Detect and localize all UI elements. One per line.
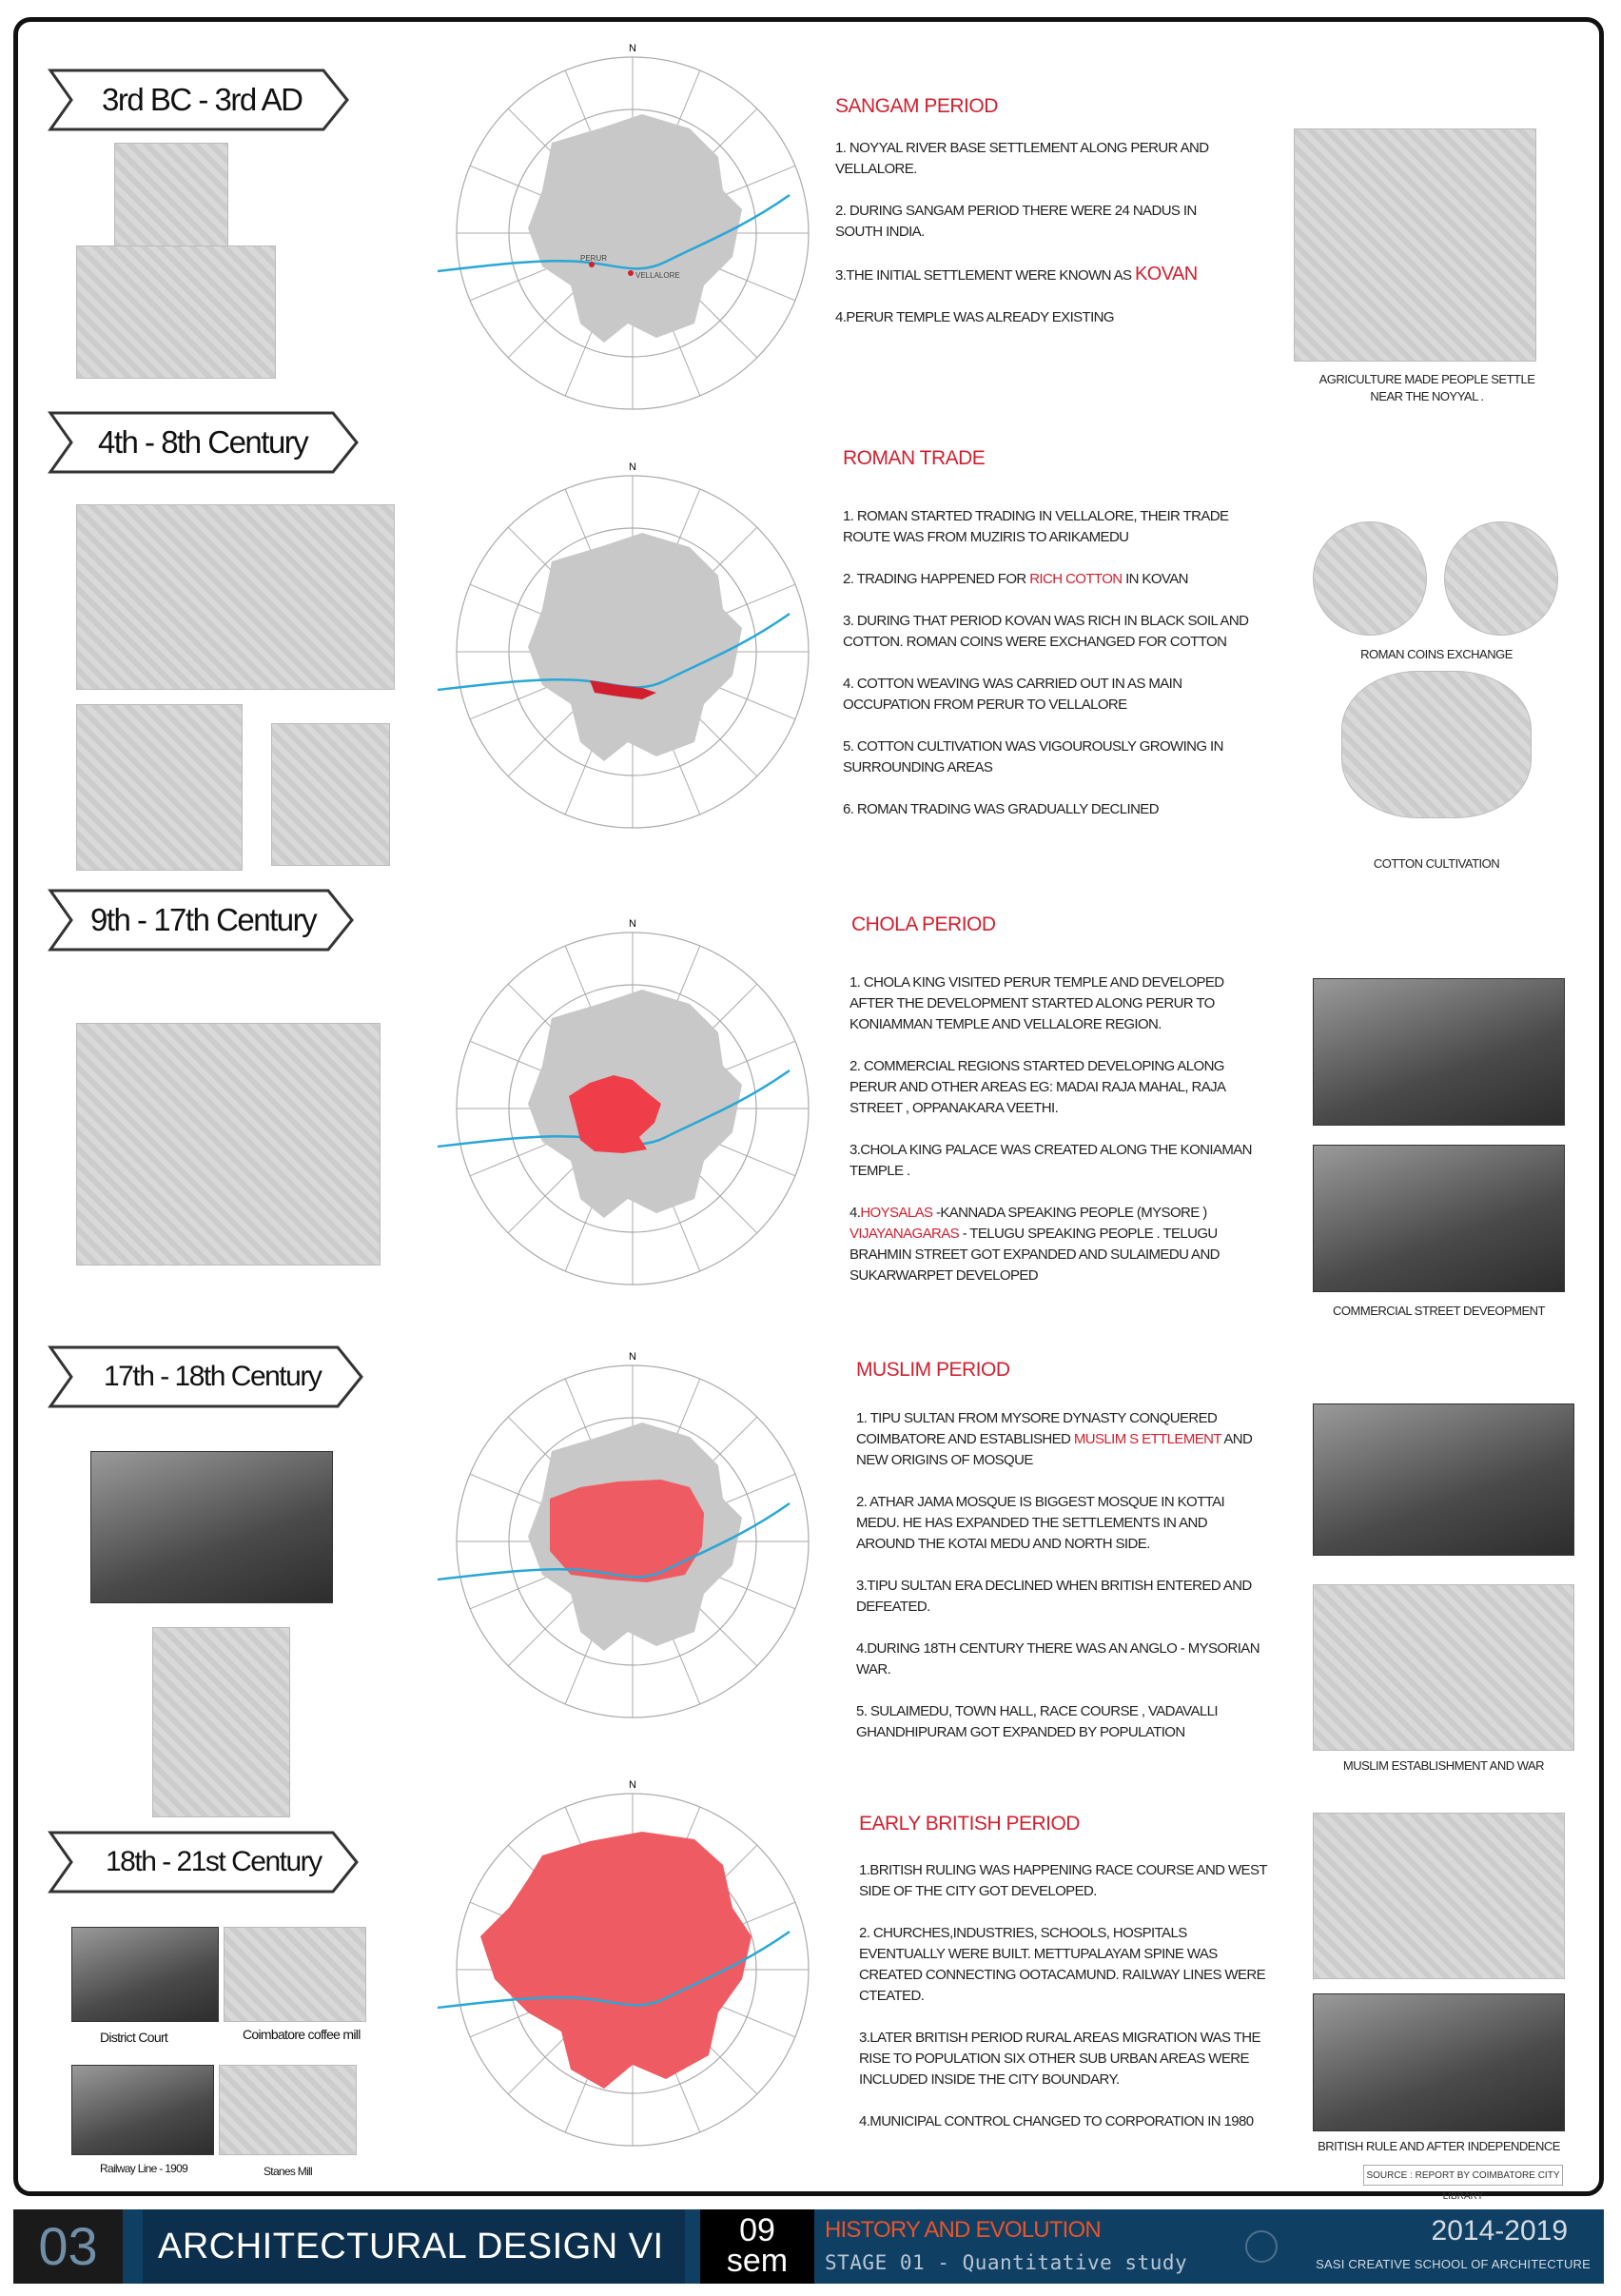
point-3: 3.TIPU SULTAN ERA DECLINED WHEN BRITISH ENTERED AND DEFEATED. [856,1578,1252,1615]
caption-coins: ROMAN COINS EXCHANGE [1360,647,1513,661]
period-points [856,1408,1265,1764]
topic-title: HISTORY AND EVOLUTION [825,2217,1101,2243]
point-4: 4.DURING 18TH CENTURY THERE WAS AN ANGLO - MYSORIAN WAR. [856,1640,1260,1678]
compass-map-3 [438,913,828,1294]
railway-photo [71,2065,214,2155]
compass-map-4 [438,1346,828,1727]
map-label-perur: PERUR [580,254,608,263]
district-court-photo [71,1927,219,2022]
point-3: 3.CHOLA KING PALACE WAS CREATED ALONG THE KONIAMAN TEMPLE . [850,1142,1252,1179]
point-5: 5. COTTON CULTIVATION WAS VIGOUROUSLY GROWING IN SURROUNDING AREAS [843,738,1223,775]
city-boundary [528,114,742,343]
street-photo [1313,1145,1565,1292]
point-2: 2. DURING SANGAM PERIOD THERE WERE 24 NADUS IN SOUTH INDIA. [835,203,1197,240]
village-sketch [76,245,276,379]
semester-label: sem [726,2243,789,2279]
academic-years: 2014-2019 [1431,2215,1568,2247]
point-2: 2. TRADING HAPPENED FOR RICH COTTON IN KOVAN [843,571,1188,587]
spinning-wheel-sketch [271,723,390,866]
muslim-settlement [550,1480,704,1582]
period-title: EARLY BRITISH PERIOD [859,1813,1080,1835]
weaving-sketch [76,704,243,871]
sheet-number: 03 [13,2209,123,2284]
semester-number: 09 [739,2212,775,2248]
era-tag-1 [43,67,352,133]
coffee-mill-sketch [224,1927,366,2022]
caption-railway: Railway Line - 1909 [100,2162,188,2175]
caption-district-court: District Court [100,2030,168,2045]
period-title: CHOLA PERIOD [851,913,996,935]
map-label-vellalore: VELLALORE [635,271,680,280]
era-tag-4 [43,1344,366,1410]
north-label: N [629,1779,636,1791]
mosque-photo [90,1451,333,1603]
caption-british: BRITISH RULE AND AFTER INDEPENDENCE [1318,2139,1560,2153]
cotton-traders-sketch [76,504,395,690]
war-sketch [1313,1584,1574,1751]
point-1: 1. TIPU SULTAN FROM MYSORE DYNASTY CONQUERED COIMBATORE AND ESTABLISHED MUSLIM S ETTLEMENT AND NEW ORIGINS OF MOSQUE [856,1410,1253,1468]
caption-commercial: COMMERCIAL STREET DEVEOPMENT [1333,1304,1545,1318]
highlight-rich-cotton: RICH COTTON [1029,571,1123,587]
caption-agriculture: AGRICULTURE MADE PEOPLE SETTLE NEAR THE NOYYAL . [1318,372,1535,403]
vellalore-marker [628,270,634,276]
north-label: N [629,461,636,473]
point-3: 3.THE INITIAL SETTLEMENT WERE KNOWN AS KOVAN [835,264,1198,285]
era-label: 18th - 21st Century [106,1846,322,1877]
point-4: 4. COTTON WEAVING WAS CARRIED OUT IN AS MAIN OCCUPATION FROM PERUR TO VELLALORE [843,676,1182,713]
point-2: 2. CHURCHES,INDUSTRIES, SCHOOLS, HOSPITALS EVENTUALLY WERE BUILT. METTUPALAYAM SPINE WAS CREATED CONNECTING OOTACAMUND. RAILWAY LINES WERE CTEATED. [859,1925,1266,2004]
source-note: SOURCE : REPORT BY COIMBATORE CITY LIBRARY [1363,2165,1563,2186]
era-tag-5 [43,1829,361,1895]
point-2: 2. COMMERCIAL REGIONS STARTED DEVELOPING ALONG PERUR AND OTHER AREAS EG: MADAI RAJA MAHAL, RAJA STREET , OPPANAKARA VEETHI. [850,1058,1225,1116]
india-map-sketch [114,143,228,247]
point-4: 4.MUNICIPAL CONTROL CHANGED TO CORPORATION IN 1980 [859,2113,1254,2129]
era-label: 9th - 17th Century [90,902,317,937]
era-label: 3rd BC - 3rd AD [102,82,303,117]
period-points [850,972,1259,1307]
stage-box [817,2209,1407,2284]
point-1: 1. CHOLA KING VISITED PERUR TEMPLE AND DEVELOPED AFTER THE DEVELOPMENT STARTED ALONG PERUR TO KONIAMMAN TEMPLE AND VELLALORE REGION. [850,974,1224,1032]
era-label: 17th - 18th Century [104,1361,322,1392]
farmer-sketch [1294,128,1536,362]
school-emblem-icon [1245,2230,1278,2263]
point-5: 5. SULAIMEDU, TOWN HALL, RACE COURSE , VADAVALLI GHANDHIPURAM GOT EXPANDED BY POPULATION [856,1703,1218,1740]
footer-bar [13,2209,1604,2284]
point-1: 1. ROMAN STARTED TRADING IN VELLALORE, THEIR TRADE ROUTE WAS FROM MUZIRIS TO ARIKAMEDU [843,508,1229,545]
school-name: SASI CREATIVE SCHOOL OF ARCHITECTURE [1316,2257,1591,2271]
era-tag-2 [43,409,361,476]
city-boundary [528,533,742,761]
point-6: 6. ROMAN TRADING WAS GRADUALLY DECLINED [843,801,1159,817]
north-label: N [629,918,636,930]
roman-coin-1 [1313,521,1427,636]
point-1: 1. NOYYAL RIVER BASE SETTLEMENT ALONG PERUR AND VELLALORE. [835,140,1209,177]
compass-map-1 [438,38,828,419]
era-label: 4th - 8th Century [98,424,308,460]
point-3: 3. DURING THAT PERIOD KOVAN WAS RICH IN BLACK SOIL AND COTTON. ROMAN COINS WERE EXCHANGED FOR COTTON [843,613,1249,650]
point-3: 3.LATER BRITISH PERIOD RURAL AREAS MIGRATION WAS THE RISE TO POPULATION SIX OTHER SUB URBAN AREAS WERE INCLUDED INSIDE THE CITY BOUNDARY. [859,2030,1260,2088]
highlight-muslim-settlement: MUSLIM S ETTLEMENT [1073,1431,1221,1447]
mosque-street-photo [1313,1403,1574,1556]
north-label: N [629,1351,636,1363]
roman-coin-2 [1444,521,1558,636]
caption-muslim: MUSLIM ESTABLISHMENT AND WAR [1342,1758,1545,1773]
period-title: SANGAM PERIOD [835,95,998,117]
british-settlement [480,1832,752,2089]
highlight-vijayanagaras: VIJAYANAGARAS [850,1226,960,1242]
course-title: ARCHITECTURAL DESIGN VI [143,2209,685,2284]
point-1: 1.BRITISH RULING WAS HAPPENING RACE COURSE AND WEST SIDE OF THE CITY GOT DEVELOPED. [859,1862,1267,1899]
era-tag-3 [43,887,357,953]
north-label: N [629,43,636,54]
caption-stanes-mill: Stanes Mill [264,2165,312,2178]
compass-map-2 [438,457,828,837]
caption-coffee-mill: Coimbatore coffee mill [243,2027,361,2042]
highlight-hoysalas: HOYSALAS [860,1205,933,1221]
period-title: MUSLIM PERIOD [856,1359,1010,1381]
point-2: 2. ATHAR JAMA MOSQUE IS BIGGEST MOSQUE IN KOTTAI MEDU. HE HAS EXPANDED THE SETTLEMENTS IN AND AROUND THE KOTAI MEDU AND NORTH SIDE. [856,1494,1225,1552]
textile-mill-photo [1313,1993,1565,2131]
street-market-sketch [76,1023,381,1266]
compass-map-5 [438,1775,828,2155]
point-4: 4.HOYSALAS -KANNADA SPEAKING PEOPLE (MYSORE ) VIJAYANAGARAS - TELUGU SPEAKING PEOPLE . TELUGU BRAHMIN STREET GOT EXPANDED AND SULAIMEDU AND SUKARWARPET DEVELOPED [850,1205,1220,1284]
highlight-kovan: KOVAN [1135,264,1198,285]
stage-subtitle: STAGE 01 - Quantitative study [825,2251,1188,2274]
point-4: 4.PERUR TEMPLE WAS ALREADY EXISTING [835,309,1114,325]
semester-badge [700,2209,814,2284]
tipu-sultan-sketch [152,1627,290,1817]
period-points [859,1860,1268,2153]
caption-cotton: COTTON CULTIVATION [1373,856,1500,871]
british-soldiers-sketch [1313,1813,1565,1979]
stanes-mill-sketch [219,2065,357,2155]
market-photo [1313,978,1565,1126]
period-points [843,506,1252,841]
period-title: ROMAN TRADE [843,447,986,469]
period-points [835,138,1244,349]
cotton-sketch [1341,671,1532,818]
